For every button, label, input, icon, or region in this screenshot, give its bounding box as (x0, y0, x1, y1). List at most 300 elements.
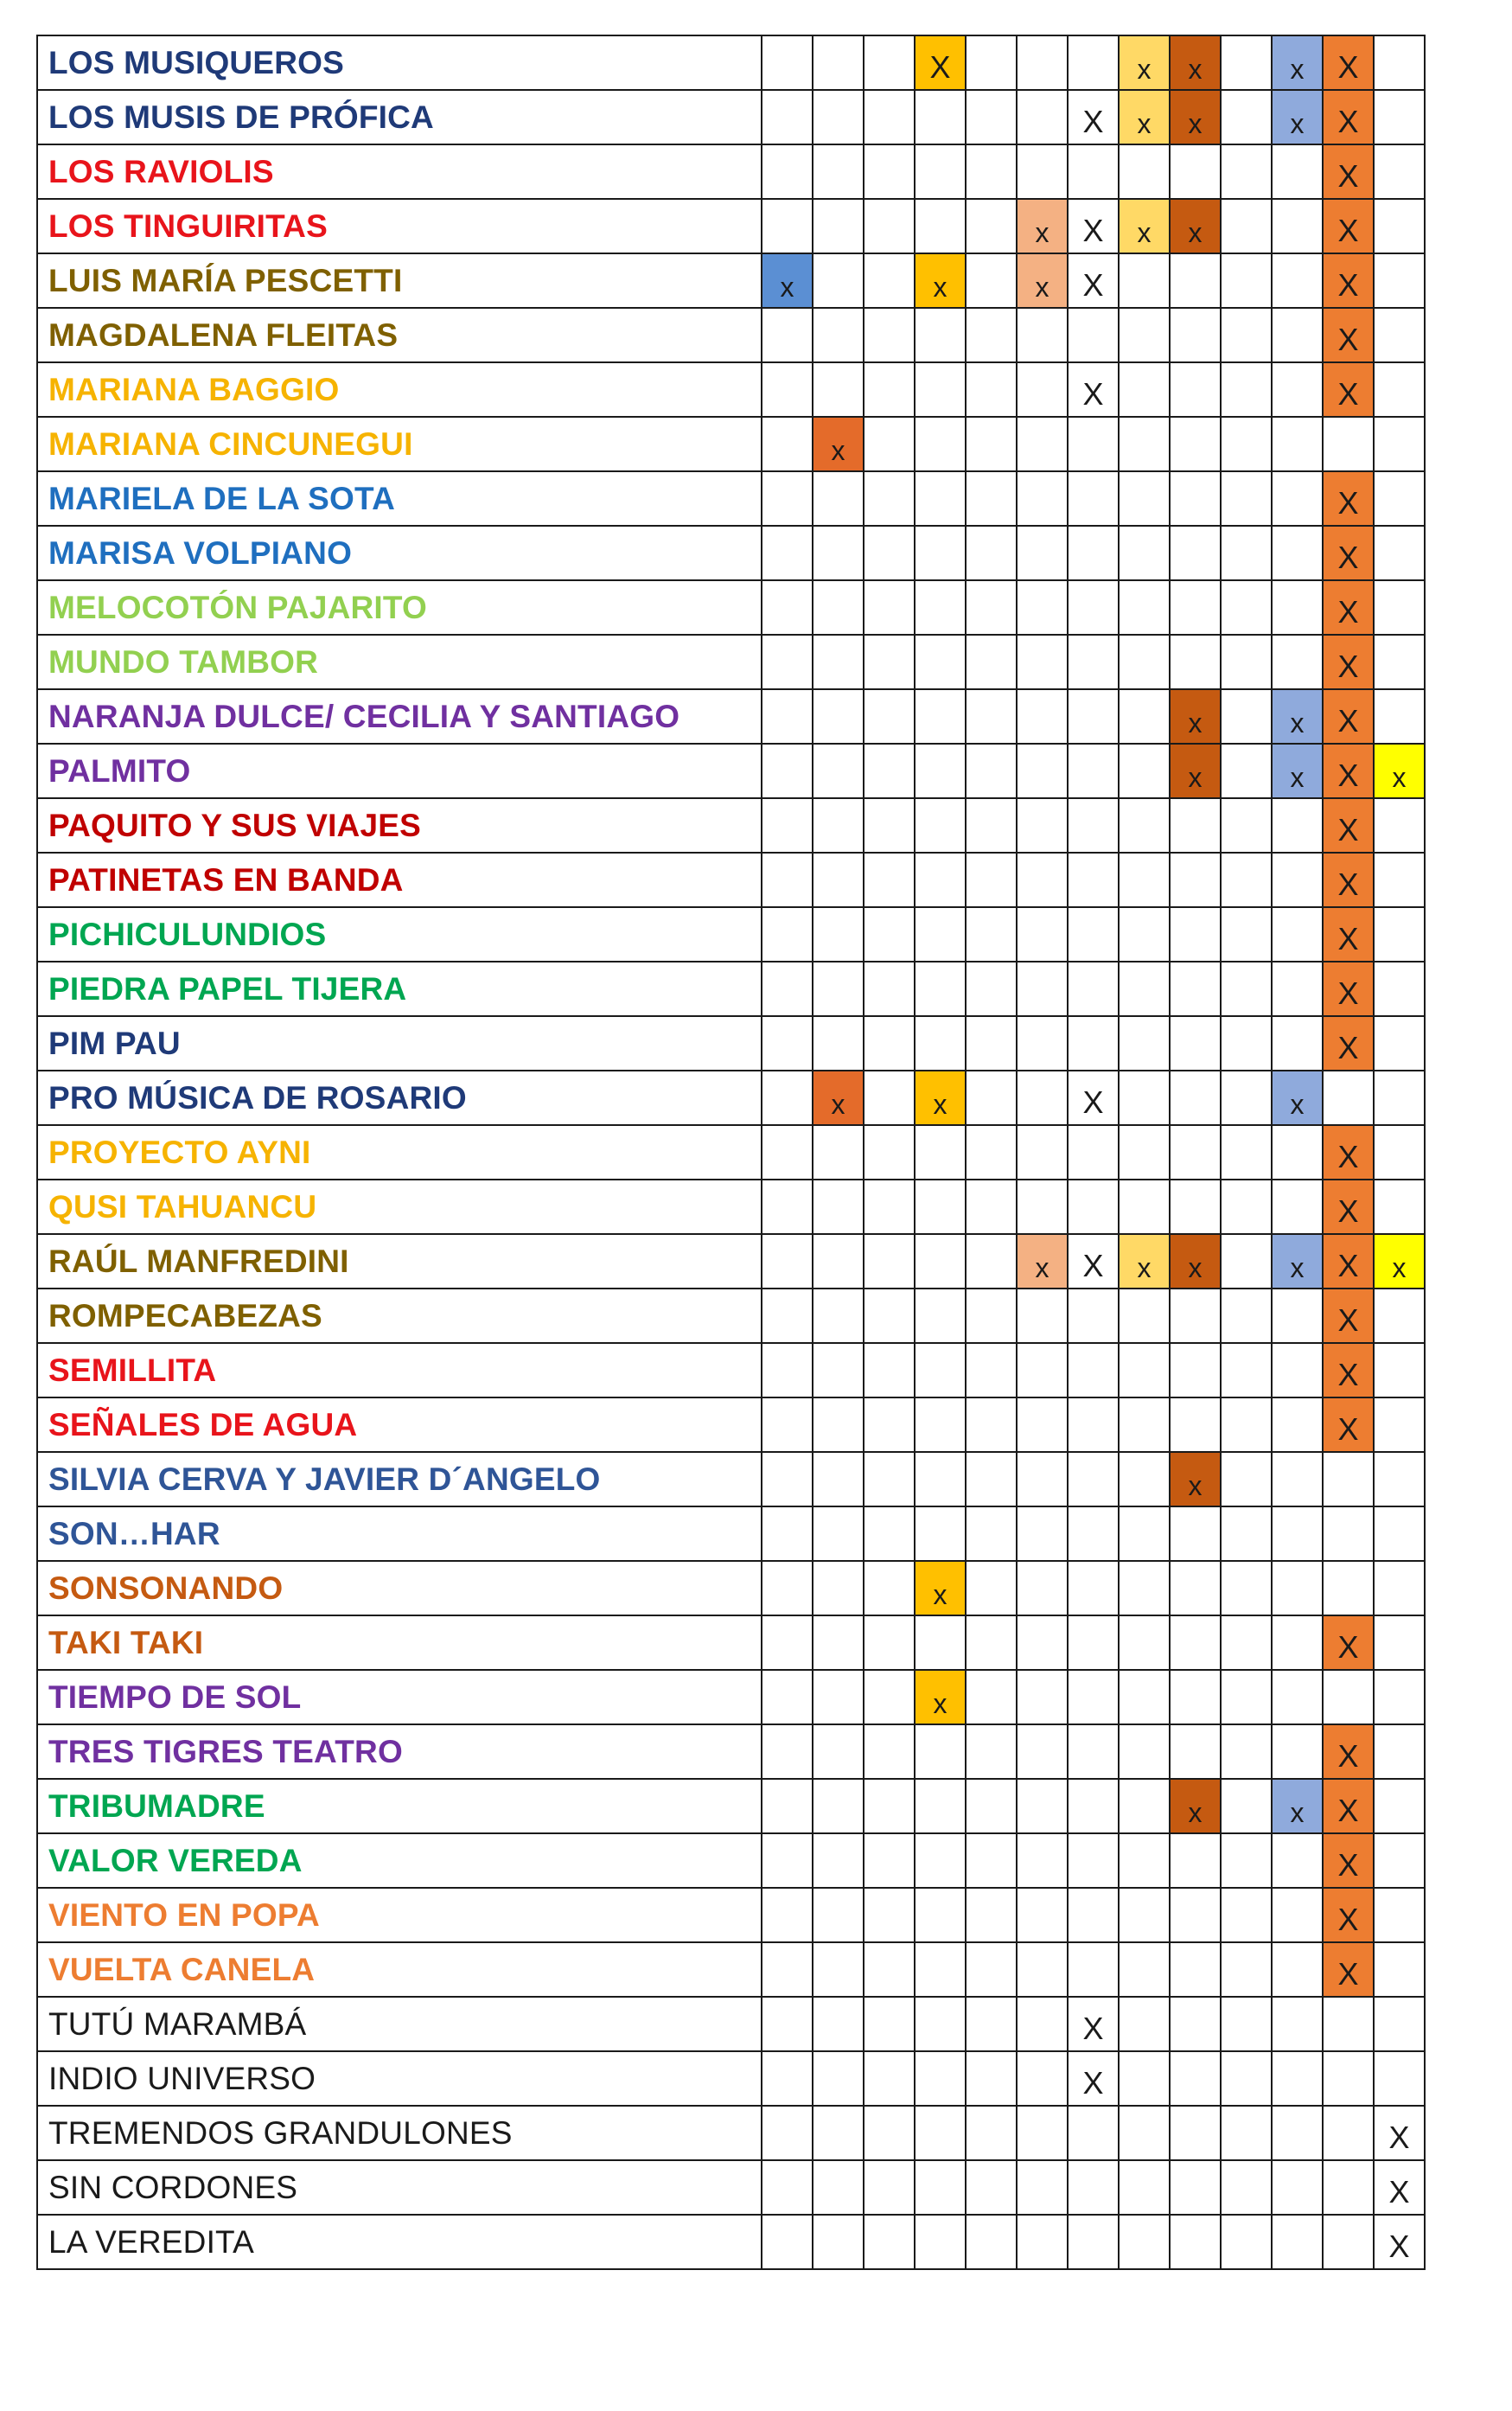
mark-cell (966, 689, 1017, 744)
mark-cell (1272, 2106, 1323, 2160)
table-row (37, 1016, 1425, 1071)
mark-cell: X (1323, 798, 1374, 853)
mark-cell (1068, 144, 1119, 199)
mark-cell (813, 144, 864, 199)
artist-name-cell: MARIANA CINCUNEGUI (37, 417, 762, 471)
mark-cell (915, 1289, 966, 1343)
mark-cell (966, 2106, 1017, 2160)
mark-cell (762, 1125, 813, 1180)
table-row (37, 907, 1425, 962)
mark-cell (1170, 2051, 1221, 2106)
mark-cell (762, 798, 813, 853)
mark-cell (1374, 907, 1425, 962)
artist-name-cell: VALOR VEREDA (37, 1833, 762, 1888)
mark-cell (1170, 1888, 1221, 1942)
artist-name-cell: SIN CORDONES (37, 2160, 762, 2215)
mark-cell (966, 2215, 1017, 2269)
mark-cell (1068, 1942, 1119, 1997)
mark-cell (1221, 2051, 1272, 2106)
mark-cell (762, 90, 813, 144)
mark-cell: x (813, 417, 864, 471)
mark-cell (1068, 798, 1119, 853)
mark-cell: X (1323, 526, 1374, 580)
mark-cell (1017, 308, 1068, 362)
mark-cell (966, 853, 1017, 907)
mark-cell (966, 253, 1017, 308)
mark-cell: x (1170, 90, 1221, 144)
mark-cell (915, 417, 966, 471)
mark-cell: x (1170, 35, 1221, 90)
mark-cell (915, 1125, 966, 1180)
mark-cell (915, 1779, 966, 1833)
mark-cell: x (1272, 744, 1323, 798)
mark-cell (1272, 1016, 1323, 1071)
mark-cell (1119, 253, 1170, 308)
mark-cell (813, 1343, 864, 1397)
mark-cell (762, 1615, 813, 1670)
mark-cell (1119, 1942, 1170, 1997)
artist-name-cell: QUSI TAHUANCU (37, 1180, 762, 1234)
mark-cell (915, 907, 966, 962)
table-row (37, 1180, 1425, 1234)
artist-name-cell: LOS TINGUIRITAS (37, 199, 762, 253)
mark-cell (1221, 689, 1272, 744)
mark-cell: x (1374, 1234, 1425, 1289)
mark-cell (762, 962, 813, 1016)
mark-cell (762, 1779, 813, 1833)
mark-cell (1170, 253, 1221, 308)
mark-cell (1119, 417, 1170, 471)
mark-cell: X (1323, 580, 1374, 635)
mark-cell (1068, 689, 1119, 744)
mark-cell: X (1323, 1343, 1374, 1397)
artist-name-cell: PIM PAU (37, 1016, 762, 1071)
mark-cell (966, 1888, 1017, 1942)
mark-cell (813, 308, 864, 362)
mark-cell (1119, 635, 1170, 689)
table-row (37, 1452, 1425, 1506)
mark-cell: X (1323, 144, 1374, 199)
table-row (37, 1343, 1425, 1397)
mark-cell: X (915, 35, 966, 90)
mark-cell (1068, 1125, 1119, 1180)
mark-cell (1119, 2106, 1170, 2160)
mark-cell (1017, 1397, 1068, 1452)
mark-cell (966, 1506, 1017, 1561)
mark-cell (1221, 1452, 1272, 1506)
mark-cell (762, 1452, 813, 1506)
mark-cell (762, 1234, 813, 1289)
mark-cell (1170, 308, 1221, 362)
mark-cell (915, 308, 966, 362)
mark-cell (1170, 1180, 1221, 1234)
mark-cell (762, 144, 813, 199)
mark-cell (1170, 907, 1221, 962)
mark-cell: X (1068, 199, 1119, 253)
artist-name-cell: PAQUITO Y SUS VIAJES (37, 798, 762, 853)
mark-cell: X (1068, 90, 1119, 144)
mark-cell (1374, 1833, 1425, 1888)
mark-cell (1119, 1343, 1170, 1397)
artist-name-cell: MELOCOTÓN PAJARITO (37, 580, 762, 635)
mark-cell (864, 1997, 915, 2051)
mark-cell (1119, 1833, 1170, 1888)
mark-cell (864, 1942, 915, 1997)
mark-cell (813, 1289, 864, 1343)
mark-cell (915, 689, 966, 744)
mark-cell (1374, 1724, 1425, 1779)
table-row (37, 635, 1425, 689)
mark-cell (813, 1561, 864, 1615)
mark-cell (1068, 635, 1119, 689)
mark-cell: X (1323, 853, 1374, 907)
mark-cell (1170, 1506, 1221, 1561)
mark-cell (864, 1016, 915, 1071)
mark-cell (966, 798, 1017, 853)
mark-cell (1119, 1888, 1170, 1942)
mark-cell (1374, 853, 1425, 907)
mark-cell (1068, 907, 1119, 962)
mark-cell (1170, 1724, 1221, 1779)
mark-cell (915, 199, 966, 253)
mark-cell (966, 1397, 1017, 1452)
mark-cell (1374, 417, 1425, 471)
table-row (37, 1670, 1425, 1724)
mark-cell (915, 144, 966, 199)
mark-cell (1119, 1289, 1170, 1343)
mark-cell (1272, 308, 1323, 362)
mark-cell (864, 798, 915, 853)
mark-cell (1017, 1071, 1068, 1125)
mark-cell (1017, 1180, 1068, 1234)
mark-cell: x (1170, 1779, 1221, 1833)
mark-cell (813, 1833, 864, 1888)
mark-cell (1374, 1506, 1425, 1561)
mark-cell (762, 2106, 813, 2160)
mark-cell (1017, 853, 1068, 907)
mark-cell (915, 526, 966, 580)
mark-cell (915, 90, 966, 144)
mark-cell (1017, 1561, 1068, 1615)
mark-cell (762, 1016, 813, 1071)
mark-cell (762, 1506, 813, 1561)
artist-name-cell: VUELTA CANELA (37, 1942, 762, 1997)
mark-cell (1272, 1670, 1323, 1724)
artist-name-cell: TIEMPO DE SOL (37, 1670, 762, 1724)
table-row (37, 1125, 1425, 1180)
mark-cell (1374, 308, 1425, 362)
mark-cell (1119, 2215, 1170, 2269)
mark-cell (1221, 144, 1272, 199)
mark-cell (1323, 1670, 1374, 1724)
mark-cell (813, 1452, 864, 1506)
mark-cell (1374, 1452, 1425, 1506)
mark-cell (1272, 2051, 1323, 2106)
mark-cell (1017, 1016, 1068, 1071)
mark-cell (1119, 308, 1170, 362)
mark-cell (864, 1343, 915, 1397)
mark-cell (1221, 2215, 1272, 2269)
artist-name-cell: INDIO UNIVERSO (37, 2051, 762, 2106)
mark-cell (813, 907, 864, 962)
artist-grid-body (37, 35, 1425, 2269)
mark-cell: X (1323, 744, 1374, 798)
mark-cell (762, 1561, 813, 1615)
mark-cell (915, 1506, 966, 1561)
mark-cell: x (915, 1071, 966, 1125)
mark-cell (813, 744, 864, 798)
mark-cell (813, 2215, 864, 2269)
mark-cell (1170, 2215, 1221, 2269)
mark-cell (1017, 798, 1068, 853)
mark-cell: x (915, 253, 966, 308)
table-row (37, 471, 1425, 526)
mark-cell (966, 1180, 1017, 1234)
mark-cell (1272, 199, 1323, 253)
mark-cell (1017, 2160, 1068, 2215)
mark-cell (1221, 853, 1272, 907)
mark-cell (813, 853, 864, 907)
mark-cell (1323, 2051, 1374, 2106)
mark-cell (1221, 1942, 1272, 1997)
artist-name-cell: SEÑALES DE AGUA (37, 1397, 762, 1452)
artist-name-cell: ROMPECABEZAS (37, 1289, 762, 1343)
mark-cell: x (1272, 35, 1323, 90)
artist-name-cell: PICHICULUNDIOS (37, 907, 762, 962)
mark-cell (1170, 1397, 1221, 1452)
mark-cell (1017, 744, 1068, 798)
artist-name-cell: TUTÚ MARAMBÁ (37, 1997, 762, 2051)
mark-cell (915, 1180, 966, 1234)
mark-cell (1119, 526, 1170, 580)
mark-cell (1068, 1016, 1119, 1071)
mark-cell (1272, 962, 1323, 1016)
mark-cell (1119, 1506, 1170, 1561)
table-row (37, 1234, 1425, 1289)
mark-cell (966, 1071, 1017, 1125)
mark-cell (813, 1724, 864, 1779)
mark-cell (864, 526, 915, 580)
mark-cell (1017, 35, 1068, 90)
mark-cell (1119, 689, 1170, 744)
mark-cell (1323, 1071, 1374, 1125)
mark-cell (813, 253, 864, 308)
mark-cell (1017, 1125, 1068, 1180)
mark-cell (966, 1997, 1017, 2051)
mark-cell (1221, 1180, 1272, 1234)
mark-cell (1119, 798, 1170, 853)
mark-cell (864, 1615, 915, 1670)
mark-cell (966, 1833, 1017, 1888)
mark-cell: x (1170, 1234, 1221, 1289)
mark-cell: X (1374, 2160, 1425, 2215)
mark-cell (966, 1779, 1017, 1833)
mark-cell (915, 2051, 966, 2106)
mark-cell: X (1323, 1125, 1374, 1180)
mark-cell (1170, 635, 1221, 689)
mark-cell (864, 308, 915, 362)
mark-cell (1068, 35, 1119, 90)
table-row (37, 362, 1425, 417)
mark-cell (813, 35, 864, 90)
mark-cell: x (1119, 35, 1170, 90)
mark-cell (762, 35, 813, 90)
mark-cell (1323, 1506, 1374, 1561)
mark-cell (1374, 35, 1425, 90)
artist-name-cell: SON…HAR (37, 1506, 762, 1561)
mark-cell (762, 580, 813, 635)
mark-cell (1221, 635, 1272, 689)
mark-cell (1119, 2160, 1170, 2215)
mark-cell (1374, 1289, 1425, 1343)
mark-cell: x (1272, 1779, 1323, 1833)
mark-cell (1119, 1071, 1170, 1125)
mark-cell: x (1170, 689, 1221, 744)
mark-cell (864, 1833, 915, 1888)
mark-cell (762, 1724, 813, 1779)
mark-cell (1119, 1016, 1170, 1071)
mark-cell (1272, 253, 1323, 308)
mark-cell (762, 744, 813, 798)
mark-cell (1017, 2051, 1068, 2106)
table-row (37, 144, 1425, 199)
mark-cell (762, 1071, 813, 1125)
mark-cell (1119, 362, 1170, 417)
artist-name-cell: RAÚL MANFREDINI (37, 1234, 762, 1289)
mark-cell: X (1323, 1615, 1374, 1670)
artist-name-cell: PRO MÚSICA DE ROSARIO (37, 1071, 762, 1125)
mark-cell (762, 1888, 813, 1942)
mark-cell (1119, 1724, 1170, 1779)
mark-cell (1272, 1997, 1323, 2051)
mark-cell (1272, 1506, 1323, 1561)
mark-cell (966, 580, 1017, 635)
mark-cell (1068, 1180, 1119, 1234)
mark-cell (864, 1071, 915, 1125)
mark-cell (1119, 2051, 1170, 2106)
mark-cell: x (1017, 199, 1068, 253)
mark-cell (1170, 962, 1221, 1016)
mark-cell (1374, 635, 1425, 689)
mark-cell (1221, 580, 1272, 635)
mark-cell: X (1068, 362, 1119, 417)
mark-cell: X (1323, 471, 1374, 526)
mark-cell (1170, 1997, 1221, 2051)
table-row (37, 1615, 1425, 1670)
mark-cell (1272, 635, 1323, 689)
mark-cell (1221, 798, 1272, 853)
mark-cell (1068, 1670, 1119, 1724)
table-row (37, 1397, 1425, 1452)
mark-cell (1374, 362, 1425, 417)
mark-cell (864, 35, 915, 90)
mark-cell (864, 1506, 915, 1561)
mark-cell (1221, 1670, 1272, 1724)
mark-cell: x (1272, 1234, 1323, 1289)
mark-cell (966, 471, 1017, 526)
mark-cell (864, 744, 915, 798)
mark-cell (1221, 1016, 1272, 1071)
table-row (37, 689, 1425, 744)
table-row (37, 1942, 1425, 1997)
mark-cell (1068, 580, 1119, 635)
mark-cell (1017, 1833, 1068, 1888)
mark-cell (1119, 580, 1170, 635)
mark-cell (966, 635, 1017, 689)
mark-cell (1017, 417, 1068, 471)
mark-cell (1068, 471, 1119, 526)
mark-cell (1170, 1125, 1221, 1180)
mark-cell (762, 1343, 813, 1397)
mark-cell: X (1323, 1180, 1374, 1234)
mark-cell (915, 1397, 966, 1452)
mark-cell (864, 199, 915, 253)
mark-cell (1017, 907, 1068, 962)
mark-cell: X (1323, 1888, 1374, 1942)
mark-cell (1272, 1833, 1323, 1888)
mark-cell: X (1323, 253, 1374, 308)
table-row (37, 1997, 1425, 2051)
mark-cell (1017, 1724, 1068, 1779)
mark-cell (966, 417, 1017, 471)
mark-cell (1170, 1615, 1221, 1670)
mark-cell (813, 2106, 864, 2160)
mark-cell (1119, 853, 1170, 907)
mark-cell (1017, 580, 1068, 635)
mark-cell (915, 1724, 966, 1779)
artist-name-cell: SEMILLITA (37, 1343, 762, 1397)
mark-cell (1374, 1397, 1425, 1452)
mark-cell (864, 635, 915, 689)
mark-cell (813, 1125, 864, 1180)
mark-cell (813, 1615, 864, 1670)
mark-cell (915, 1234, 966, 1289)
mark-cell (1017, 1343, 1068, 1397)
mark-cell (1119, 907, 1170, 962)
mark-cell (864, 417, 915, 471)
mark-cell: X (1323, 1289, 1374, 1343)
mark-cell (1119, 744, 1170, 798)
mark-cell (915, 1343, 966, 1397)
table-row (37, 2215, 1425, 2269)
mark-cell: x (1017, 1234, 1068, 1289)
mark-cell (1017, 1779, 1068, 1833)
mark-cell (762, 635, 813, 689)
mark-cell (864, 1289, 915, 1343)
mark-cell (1323, 2215, 1374, 2269)
mark-cell (1221, 471, 1272, 526)
mark-cell (966, 1670, 1017, 1724)
mark-cell (1017, 1615, 1068, 1670)
mark-cell (966, 308, 1017, 362)
mark-cell (1221, 2160, 1272, 2215)
mark-cell (1323, 417, 1374, 471)
mark-cell (1017, 144, 1068, 199)
mark-cell (762, 1997, 813, 2051)
mark-cell (1221, 35, 1272, 90)
mark-cell (1068, 2160, 1119, 2215)
table-row (37, 1071, 1425, 1125)
artist-name-cell: TRES TIGRES TEATRO (37, 1724, 762, 1779)
mark-cell: x (915, 1561, 966, 1615)
mark-cell (762, 2051, 813, 2106)
mark-cell (1017, 362, 1068, 417)
mark-cell: x (1017, 253, 1068, 308)
table-row (37, 253, 1425, 308)
mark-cell (1221, 1615, 1272, 1670)
mark-cell (1068, 1452, 1119, 1506)
mark-cell (813, 362, 864, 417)
